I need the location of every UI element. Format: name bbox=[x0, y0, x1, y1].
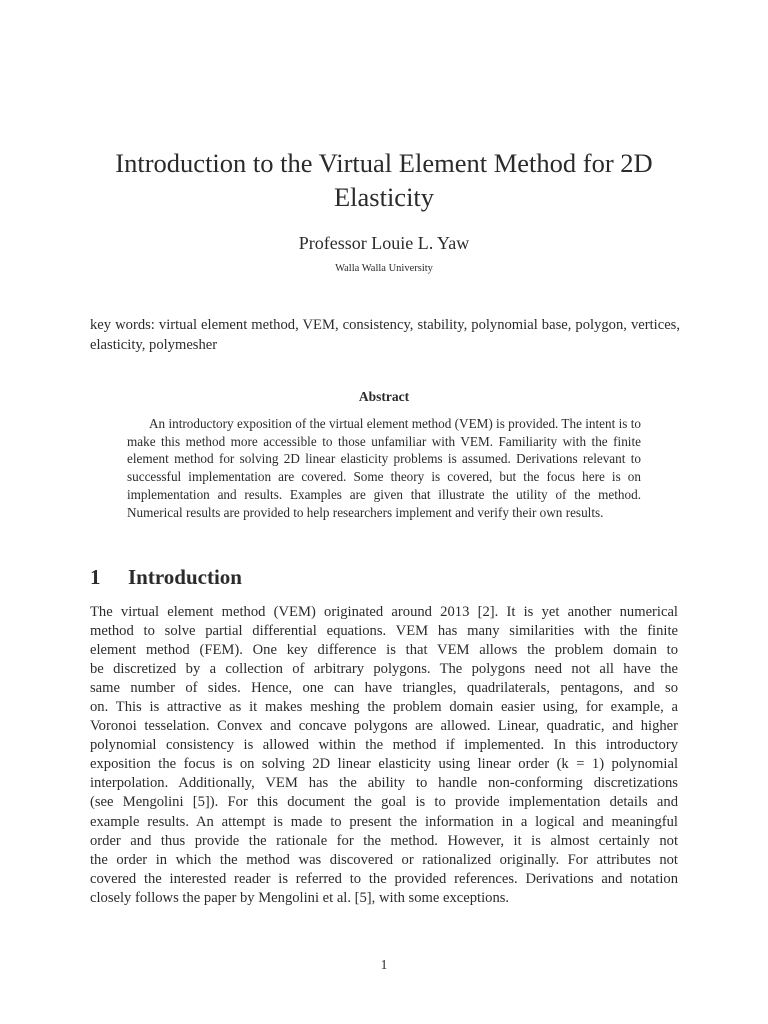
paragraph-line: exposition the focus is on solving 2D linear elasticity using linear order (k = 1) polynomial bbox=[90, 756, 678, 773]
section-heading bbox=[90, 564, 242, 590]
paragraph-line: polynomial consistency is allowed within the method if implemented. In this introductory bbox=[90, 737, 678, 754]
paragraph-line: method to solve partial differential equations. VEM has many similarities with the finite bbox=[90, 623, 678, 640]
paragraph-line: same number of sides. Hence, one can have triangles, quadrilaterals, pentagons, and so bbox=[90, 680, 678, 697]
section-title: Introduction bbox=[128, 565, 242, 589]
paragraph-line: closely follows the paper by Mengolini et al. [5], with some exceptions. bbox=[90, 889, 510, 906]
paragraph-line: order and thus provide the rationale for the method. However, it is almost certainly not bbox=[90, 832, 678, 849]
abstract-heading: Abstract bbox=[358, 389, 410, 404]
abstract-text: An introductory exposition of the virtual element method (VEM) is provided. The intent is to make this method more accessible to those unfamiliar with VEM. Familiarity with the finite element method for solving 2D linear elasticity problems is assumed. Derivations relevant to successful implementation are covered. Some theory is covered, but the focus here is on implementation and results. Examples are given that illustrate the utility of the method. Numerical results are provided to help researchers implement and verify their own results. bbox=[127, 416, 641, 520]
paragraph-line: Voronoi tesselation. Convex and concave polygons are allowed. Linear, quadratic, and higher bbox=[90, 718, 678, 735]
keywords: key words: virtual element method, VEM, consistency, stability, polynomial base, polygon, vertices, elasticity, polymesher bbox=[90, 317, 680, 353]
paragraph-line: The virtual element method (VEM) originated around 2013 [2]. It is yet another numerical bbox=[90, 604, 678, 620]
introduction-paragraph bbox=[90, 603, 678, 908]
paragraph-line: on. This is attractive as it makes meshing the problem domain easier using, for example, a bbox=[90, 699, 678, 716]
paragraph-line: element method (FEM). One key difference is that VEM allows the problem domain to bbox=[90, 642, 678, 659]
paragraph-line: example results. An attempt is made to present the information in a logical and meaningful bbox=[90, 813, 678, 830]
section-number: 1 bbox=[90, 565, 101, 589]
paragraph-line: (see Mengolini [5]). For this document the goal is to provide implementation details and bbox=[90, 794, 678, 811]
author-affiliation: Walla Walla University bbox=[335, 263, 433, 274]
paragraph-line: interpolation. Additionally, VEM has the ability to handle non-conforming discretizations bbox=[90, 775, 678, 792]
paragraph-line: covered the interested reader is referred to the provided references. Derivations and notation bbox=[90, 870, 678, 887]
paragraph-line: the order in which the method was discovered or rationalized originally. For attributes not bbox=[90, 851, 678, 868]
page-number: 1 bbox=[380, 957, 388, 972]
paragraph-line: be discretized by a collection of arbitrary polygons. The polygons need not all have the bbox=[90, 661, 678, 678]
author-name: Professor Louie L. Yaw bbox=[298, 233, 470, 253]
paper-title: Introduction to the Virtual Element Method for 2D Elasticity bbox=[115, 148, 653, 212]
